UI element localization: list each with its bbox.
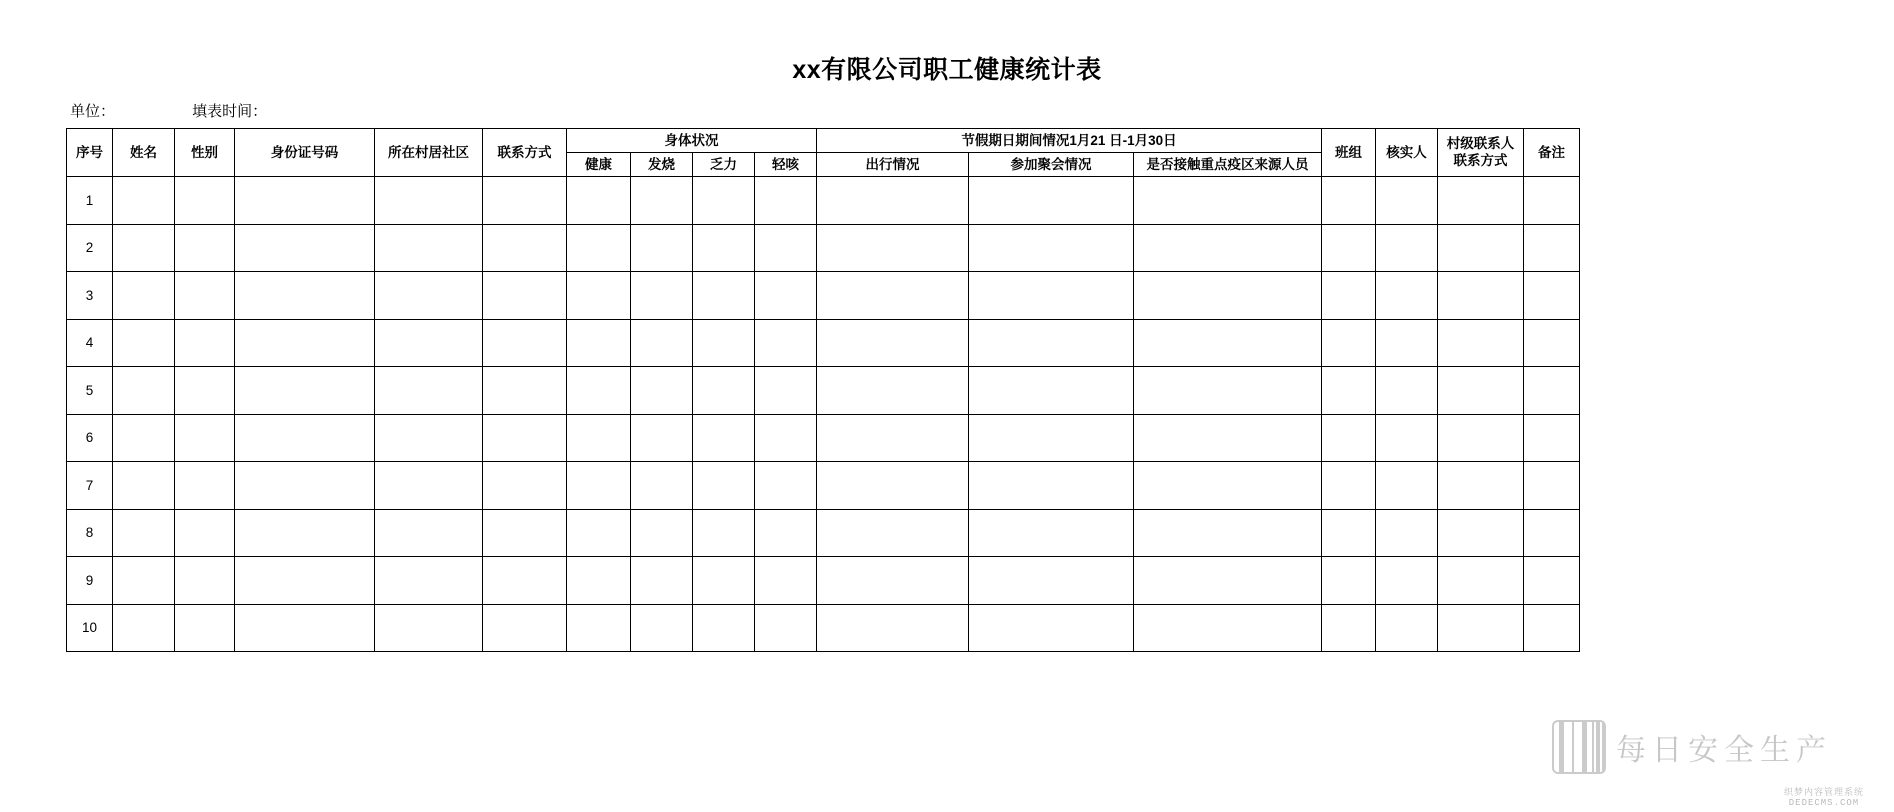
row-health-fever-cell[interactable] [631, 557, 693, 605]
col-header-holiday-contact-epidemic: 是否接触重点疫区来源人员 [1134, 153, 1322, 177]
row-holiday-travel-cell[interactable] [817, 367, 969, 415]
row-index-cell[interactable]: 2 [67, 224, 113, 272]
table-row [67, 367, 1580, 415]
col-header-holiday-travel: 出行情况 [817, 153, 969, 177]
row-health-fever-cell[interactable] [631, 319, 693, 367]
row-village-contact-cell[interactable] [1438, 224, 1524, 272]
row-checker-cell[interactable] [1376, 604, 1438, 652]
row-holiday-contact-epidemic-cell[interactable] [1134, 557, 1322, 605]
row-holiday-travel-cell[interactable] [817, 462, 969, 510]
table-row [67, 604, 1580, 652]
row-holiday-gathering-cell[interactable] [969, 224, 1134, 272]
row-team-cell[interactable] [1322, 509, 1376, 557]
row-gender-cell[interactable] [175, 557, 235, 605]
row-health-fever-cell[interactable] [631, 367, 693, 415]
row-health-healthy-cell[interactable] [567, 462, 631, 510]
row-name-cell[interactable] [113, 509, 175, 557]
col-header-holiday-gathering: 参加聚会情况 [969, 153, 1134, 177]
row-holiday-gathering-cell[interactable] [969, 177, 1134, 225]
row-village-contact-cell[interactable] [1438, 414, 1524, 462]
table-row [67, 509, 1580, 557]
row-health-healthy-cell[interactable] [567, 224, 631, 272]
row-contact-cell[interactable] [483, 604, 567, 652]
col-header-index: 序号 [67, 129, 113, 177]
row-team-cell[interactable] [1322, 224, 1376, 272]
row-health-fatigue-cell[interactable] [693, 224, 755, 272]
row-name-cell[interactable] [113, 604, 175, 652]
table-head [67, 129, 1580, 177]
table-row [67, 414, 1580, 462]
row-gender-cell[interactable] [175, 462, 235, 510]
row-village-contact-cell[interactable] [1438, 272, 1524, 320]
row-health-fever-cell[interactable] [631, 224, 693, 272]
row-name-cell[interactable] [113, 367, 175, 415]
row-health-cough-cell[interactable] [755, 462, 817, 510]
row-name-cell[interactable] [113, 557, 175, 605]
row-health-cough-cell[interactable] [755, 414, 817, 462]
col-header-health-fever: 发烧 [631, 153, 693, 177]
row-gender-cell[interactable] [175, 604, 235, 652]
col-header-health-cough: 轻咳 [755, 153, 817, 177]
row-team-cell[interactable] [1322, 367, 1376, 415]
row-health-fever-cell[interactable] [631, 462, 693, 510]
row-checker-cell[interactable] [1376, 557, 1438, 605]
row-holiday-gathering-cell[interactable] [969, 557, 1134, 605]
row-health-fever-cell[interactable] [631, 604, 693, 652]
row-holiday-travel-cell[interactable] [817, 509, 969, 557]
fill-time-label: 填表时间： [192, 103, 268, 120]
row-checker-cell[interactable] [1376, 367, 1438, 415]
table-row [67, 557, 1580, 605]
row-id-number-cell[interactable] [235, 319, 375, 367]
row-gender-cell[interactable] [175, 414, 235, 462]
row-contact-cell[interactable] [483, 557, 567, 605]
row-health-fatigue-cell[interactable] [693, 319, 755, 367]
row-checker-cell[interactable] [1376, 414, 1438, 462]
row-checker-cell[interactable] [1376, 509, 1438, 557]
row-checker-cell[interactable] [1376, 272, 1438, 320]
row-contact-cell[interactable] [483, 272, 567, 320]
row-holiday-gathering-cell[interactable] [969, 272, 1134, 320]
row-name-cell[interactable] [113, 177, 175, 225]
row-team-cell[interactable] [1322, 272, 1376, 320]
row-health-cough-cell[interactable] [755, 272, 817, 320]
row-holiday-contact-epidemic-cell[interactable] [1134, 509, 1322, 557]
row-village-cell[interactable] [375, 272, 483, 320]
row-index-cell[interactable]: 3 [67, 272, 113, 320]
row-index-cell[interactable]: 5 [67, 367, 113, 415]
row-index-cell[interactable]: 10 [67, 604, 113, 652]
row-holiday-travel-cell[interactable] [817, 604, 969, 652]
row-holiday-gathering-cell[interactable] [969, 367, 1134, 415]
footer-watermark-line2: DEDECMS.COM [1788, 797, 1860, 808]
row-village-contact-cell[interactable] [1438, 177, 1524, 225]
row-holiday-contact-epidemic-cell[interactable] [1134, 367, 1322, 415]
row-team-cell[interactable] [1322, 604, 1376, 652]
row-health-cough-cell[interactable] [755, 319, 817, 367]
row-health-fever-cell[interactable] [631, 414, 693, 462]
table-row [67, 319, 1580, 367]
row-contact-cell[interactable] [483, 414, 567, 462]
row-contact-cell[interactable] [483, 367, 567, 415]
row-remark-cell[interactable] [1524, 224, 1580, 272]
row-team-cell[interactable] [1322, 462, 1376, 510]
row-village-contact-cell[interactable] [1438, 557, 1524, 605]
row-checker-cell[interactable] [1376, 462, 1438, 510]
row-id-number-cell[interactable] [235, 367, 375, 415]
row-village-cell[interactable] [375, 604, 483, 652]
row-gender-cell[interactable] [175, 224, 235, 272]
row-contact-cell[interactable] [483, 224, 567, 272]
row-village-cell[interactable] [375, 414, 483, 462]
col-header-health-healthy: 健康 [567, 153, 631, 177]
wechat-watermark [1552, 720, 1832, 774]
row-id-number-cell[interactable] [235, 557, 375, 605]
page-title: xx有限公司职工健康统计表 [792, 56, 1102, 84]
footer-watermark [1784, 787, 1864, 808]
row-village-contact-cell[interactable] [1438, 319, 1524, 367]
row-health-fatigue-cell[interactable] [693, 272, 755, 320]
qr-code-icon [1552, 720, 1606, 774]
wechat-watermark-text: 每日安全生产 [1616, 734, 1832, 767]
row-holiday-contact-epidemic-cell[interactable] [1134, 224, 1322, 272]
row-name-cell[interactable] [113, 224, 175, 272]
row-index-cell[interactable]: 7 [67, 462, 113, 510]
row-health-cough-cell[interactable] [755, 224, 817, 272]
row-health-healthy-cell[interactable] [567, 319, 631, 367]
row-id-number-cell[interactable] [235, 462, 375, 510]
health-statistics-table [66, 128, 1580, 652]
row-holiday-contact-epidemic-cell[interactable] [1134, 272, 1322, 320]
row-village-cell[interactable] [375, 462, 483, 510]
row-remark-cell[interactable] [1524, 462, 1580, 510]
row-holiday-travel-cell[interactable] [817, 177, 969, 225]
row-village-contact-cell[interactable] [1438, 462, 1524, 510]
table-body [67, 177, 1580, 652]
row-remark-cell[interactable] [1524, 557, 1580, 605]
row-health-healthy-cell[interactable] [567, 414, 631, 462]
row-remark-cell[interactable] [1524, 272, 1580, 320]
row-index-cell[interactable]: 4 [67, 319, 113, 367]
row-id-number-cell[interactable] [235, 224, 375, 272]
row-index-cell[interactable]: 6 [67, 414, 113, 462]
row-holiday-gathering-cell[interactable] [969, 604, 1134, 652]
unit-label: 单位： [70, 103, 116, 120]
row-name-cell[interactable] [113, 414, 175, 462]
table-row [67, 462, 1580, 510]
row-holiday-gathering-cell[interactable] [969, 462, 1134, 510]
col-header-health-group: 身体状况 [567, 129, 817, 153]
col-header-health-fatigue: 乏力 [693, 153, 755, 177]
village-contact-line2: 联系方式 [1453, 152, 1508, 168]
row-contact-cell[interactable] [483, 319, 567, 367]
row-health-fatigue-cell[interactable] [693, 557, 755, 605]
header-row-1 [67, 129, 1580, 153]
row-village-contact-cell[interactable] [1438, 509, 1524, 557]
col-header-remark: 备注 [1524, 129, 1580, 177]
row-village-cell[interactable] [375, 367, 483, 415]
row-gender-cell[interactable] [175, 367, 235, 415]
row-village-cell[interactable] [375, 509, 483, 557]
row-holiday-contact-epidemic-cell[interactable] [1134, 604, 1322, 652]
row-holiday-travel-cell[interactable] [817, 319, 969, 367]
row-index-cell[interactable]: 9 [67, 557, 113, 605]
col-header-contact: 联系方式 [483, 129, 567, 177]
row-holiday-contact-epidemic-cell[interactable] [1134, 414, 1322, 462]
row-remark-cell[interactable] [1524, 319, 1580, 367]
row-gender-cell[interactable] [175, 509, 235, 557]
row-health-healthy-cell[interactable] [567, 367, 631, 415]
row-id-number-cell[interactable] [235, 604, 375, 652]
row-name-cell[interactable] [113, 272, 175, 320]
row-id-number-cell[interactable] [235, 177, 375, 225]
row-team-cell[interactable] [1322, 557, 1376, 605]
row-gender-cell[interactable] [175, 177, 235, 225]
row-health-healthy-cell[interactable] [567, 557, 631, 605]
row-health-fever-cell[interactable] [631, 509, 693, 557]
row-checker-cell[interactable] [1376, 177, 1438, 225]
row-village-cell[interactable] [375, 557, 483, 605]
row-gender-cell[interactable] [175, 319, 235, 367]
row-id-number-cell[interactable] [235, 414, 375, 462]
row-village-cell[interactable] [375, 177, 483, 225]
table-row [67, 177, 1580, 225]
row-remark-cell[interactable] [1524, 177, 1580, 225]
row-contact-cell[interactable] [483, 509, 567, 557]
col-header-checker: 核实人 [1376, 129, 1438, 177]
row-health-cough-cell[interactable] [755, 509, 817, 557]
row-health-fever-cell[interactable] [631, 272, 693, 320]
row-remark-cell[interactable] [1524, 414, 1580, 462]
row-remark-cell[interactable] [1524, 367, 1580, 415]
village-contact-line1: 村级联系人 [1446, 136, 1515, 152]
row-gender-cell[interactable] [175, 272, 235, 320]
row-holiday-gathering-cell[interactable] [969, 319, 1134, 367]
row-village-cell[interactable] [375, 224, 483, 272]
row-health-fatigue-cell[interactable] [693, 509, 755, 557]
meta-row [0, 100, 1894, 120]
table-row [67, 224, 1580, 272]
row-remark-cell[interactable] [1524, 509, 1580, 557]
row-village-contact-cell[interactable] [1438, 367, 1524, 415]
row-health-healthy-cell[interactable] [567, 177, 631, 225]
row-health-fatigue-cell[interactable] [693, 462, 755, 510]
row-index-cell[interactable]: 8 [67, 509, 113, 557]
row-health-fatigue-cell[interactable] [693, 414, 755, 462]
row-village-cell[interactable] [375, 319, 483, 367]
row-holiday-gathering-cell[interactable] [969, 509, 1134, 557]
row-holiday-travel-cell[interactable] [817, 224, 969, 272]
row-checker-cell[interactable] [1376, 224, 1438, 272]
row-id-number-cell[interactable] [235, 272, 375, 320]
row-health-cough-cell[interactable] [755, 604, 817, 652]
col-header-village: 所在村居社区 [375, 129, 483, 177]
row-health-fatigue-cell[interactable] [693, 177, 755, 225]
row-health-fatigue-cell[interactable] [693, 367, 755, 415]
row-health-fever-cell[interactable] [631, 177, 693, 225]
row-holiday-contact-epidemic-cell[interactable] [1134, 319, 1322, 367]
row-health-cough-cell[interactable] [755, 557, 817, 605]
row-holiday-contact-epidemic-cell[interactable] [1134, 462, 1322, 510]
row-health-cough-cell[interactable] [755, 177, 817, 225]
col-header-holiday-group: 节假期日期间情况1月21 日-1月30日 [817, 129, 1322, 153]
row-holiday-travel-cell[interactable] [817, 272, 969, 320]
row-team-cell[interactable] [1322, 414, 1376, 462]
row-holiday-gathering-cell[interactable] [969, 414, 1134, 462]
row-health-fatigue-cell[interactable] [693, 604, 755, 652]
row-team-cell[interactable] [1322, 177, 1376, 225]
row-contact-cell[interactable] [483, 177, 567, 225]
row-village-contact-cell[interactable] [1438, 604, 1524, 652]
row-index-cell[interactable]: 1 [67, 177, 113, 225]
row-holiday-contact-epidemic-cell[interactable] [1134, 177, 1322, 225]
row-id-number-cell[interactable] [235, 509, 375, 557]
row-holiday-travel-cell[interactable] [817, 557, 969, 605]
col-header-name: 姓名 [113, 129, 175, 177]
row-name-cell[interactable] [113, 319, 175, 367]
row-health-healthy-cell[interactable] [567, 509, 631, 557]
row-team-cell[interactable] [1322, 319, 1376, 367]
row-health-healthy-cell[interactable] [567, 272, 631, 320]
col-header-gender: 性别 [175, 129, 235, 177]
row-name-cell[interactable] [113, 462, 175, 510]
row-contact-cell[interactable] [483, 462, 567, 510]
row-holiday-travel-cell[interactable] [817, 414, 969, 462]
row-remark-cell[interactable] [1524, 604, 1580, 652]
footer-watermark-line1: 织梦内容管理系统 [1783, 787, 1864, 798]
col-header-village-contact [1438, 129, 1524, 177]
row-health-cough-cell[interactable] [755, 367, 817, 415]
col-header-id-number: 身份证号码 [235, 129, 375, 177]
row-health-healthy-cell[interactable] [567, 604, 631, 652]
row-checker-cell[interactable] [1376, 319, 1438, 367]
table-row [67, 272, 1580, 320]
col-header-team: 班组 [1322, 129, 1376, 177]
